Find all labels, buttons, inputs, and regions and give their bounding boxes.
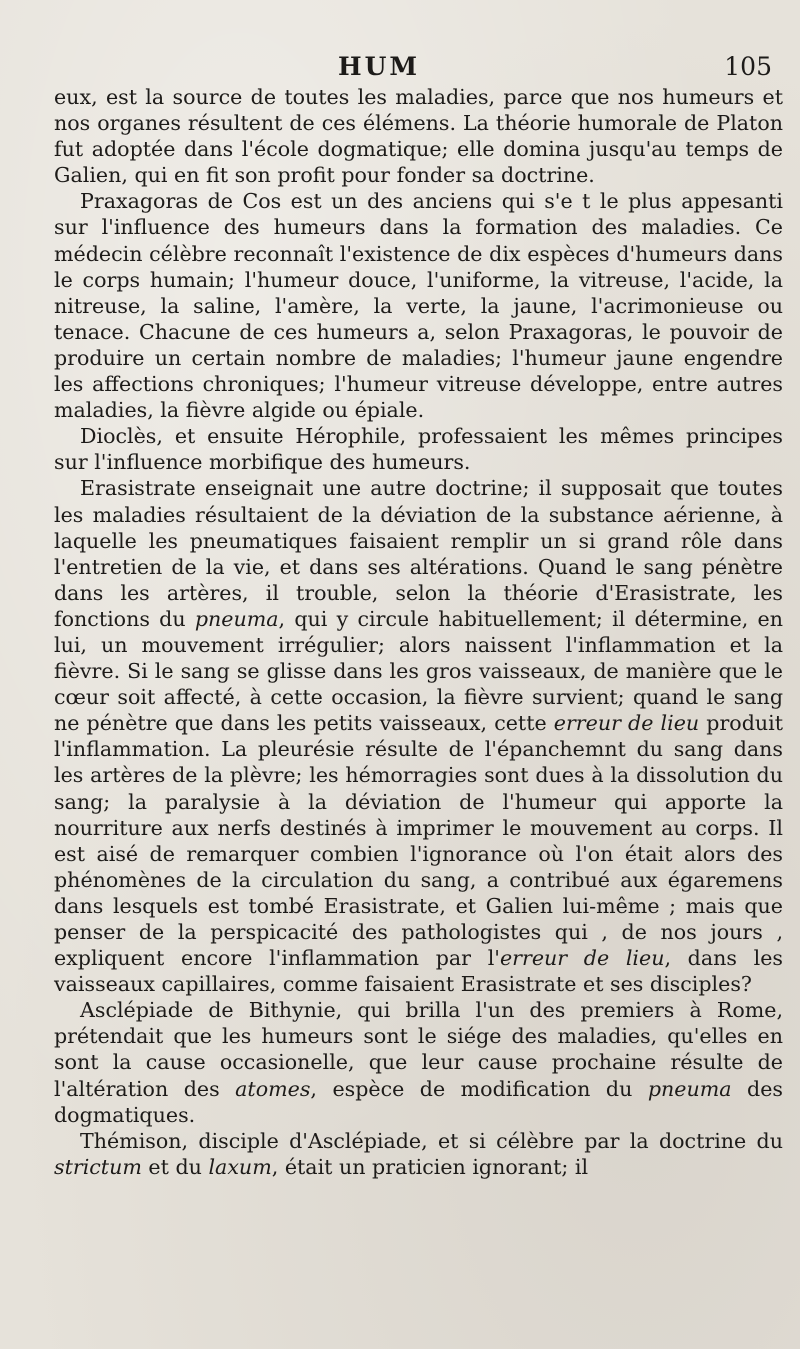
page-number: 105 <box>724 52 772 81</box>
text-run: Erasistrate enseignait une autre doctrine; il supposait que toutes les maladies résultaient de la déviation de la substance aérienne, à laquelle les pneumatiques faisaient remplir un si grand rôle dans l'entretien de la vie, et dans ses altérations. Quand le sang pénètre dans les artères, il trouble, selon la théorie d'Erasistrate, les fonctions du <box>54 476 783 631</box>
body-text <box>54 84 783 1180</box>
paragraph <box>54 475 783 997</box>
paragraph <box>54 997 783 1127</box>
text-run: , qui y circule habituellement; il détermine, en lui, un mouvement irrégulier; alors naissent l'inflammation et la fièvre. Si le sang se glisse dans les gros vaisseaux, de manière que le cœur soit affecté, à cette occasion, la fièvre survient; quand le sang ne pénètre que dans les petits vaisseaux, cette <box>54 606 783 736</box>
text-run: Dioclès, et ensuite Hérophile, professaient les mêmes principes sur l'influence morbifique des humeurs. <box>54 424 783 475</box>
italic-term: pneuma <box>194 606 279 631</box>
running-head: HUM <box>338 52 421 81</box>
text-run: , dans les vaisseaux capillaires, comme faisaient Erasistrate et ses disciples? <box>54 946 783 997</box>
italic-term: laxum <box>208 1154 272 1179</box>
paragraph <box>54 423 783 475</box>
paragraph <box>54 84 783 188</box>
italic-term: pneuma <box>647 1076 732 1101</box>
text-run: , espèce de modification du <box>310 1076 648 1101</box>
text-run: Asclépiade de Bithynie, qui brilla l'un des premiers à Rome, prétendait que les humeurs sont le siége des maladies, qu'elles en sont la cause occasionelle, que leur cause prochaine résulte de l'altération des <box>54 998 783 1101</box>
text-run: Praxagoras de Cos est un des anciens qui s'e t le plus appesanti sur l'influence des humeurs dans la formation des maladies. Ce médecin célèbre reconnaît l'existence de dix espèces d'humeurs dans le corps humain; l'humeur douce, l'uniforme, la vitreuse, l'acide, la nitreuse, la saline, l'amère, la verte, la jaune, l'acrimonieuse ou tenace. Chacune de ces humeurs a, selon Praxagoras, le pouvoir de produire un certain nombre de maladies; l'humeur jaune engendre les affections chroniques; l'humeur vitreuse développe, entre autres maladies, la fièvre algide ou épiale. <box>54 189 783 423</box>
page-header <box>54 52 780 84</box>
italic-term: strictum <box>54 1154 142 1179</box>
italic-term: erreur de lieu <box>553 711 700 736</box>
text-run: produit l'inflammation. La pleurésie résulte de l'épanchemnt du sang dans les artères de la plèvre; les hémorragies sont dues à la dissolution du sang; la paralysie à la déviation de l'humeur qui apporte la nourriture aux nerfs destinés à imprimer le mouvement au corps. Il est aisé de remarquer combien l'ignorance où l'on était alors des phénomènes de la circulation du sang, a contribué aux égaremens dans lesquels est tombé Erasistrate, et Galien lui-même ; mais que penser de la perspicacité des pathologistes qui , de nos jours , expliquent encore l'inflammation par l' <box>54 711 783 971</box>
text-run: des dogmatiques. <box>54 1076 783 1127</box>
text-run: , était un praticien ignorant; il <box>271 1154 589 1179</box>
text-run: Thémison, disciple d'Asclépiade, et si célèbre par la doctrine du <box>80 1128 783 1153</box>
paragraph <box>54 1128 783 1180</box>
italic-term: atomes <box>235 1076 311 1101</box>
text-run: eux, est la source de toutes les maladies, parce que nos humeurs et nos organes résultent de ces élémens. La théorie humorale de Platon fut adoptée dans l'école dogmatique; elle domina jusqu'au temps de Galien, qui en fit son profit pour fonder sa doctrine. <box>54 85 783 188</box>
text-run: et du <box>141 1154 209 1179</box>
italic-term: erreur de lieu <box>499 946 665 971</box>
paragraph <box>54 188 783 423</box>
